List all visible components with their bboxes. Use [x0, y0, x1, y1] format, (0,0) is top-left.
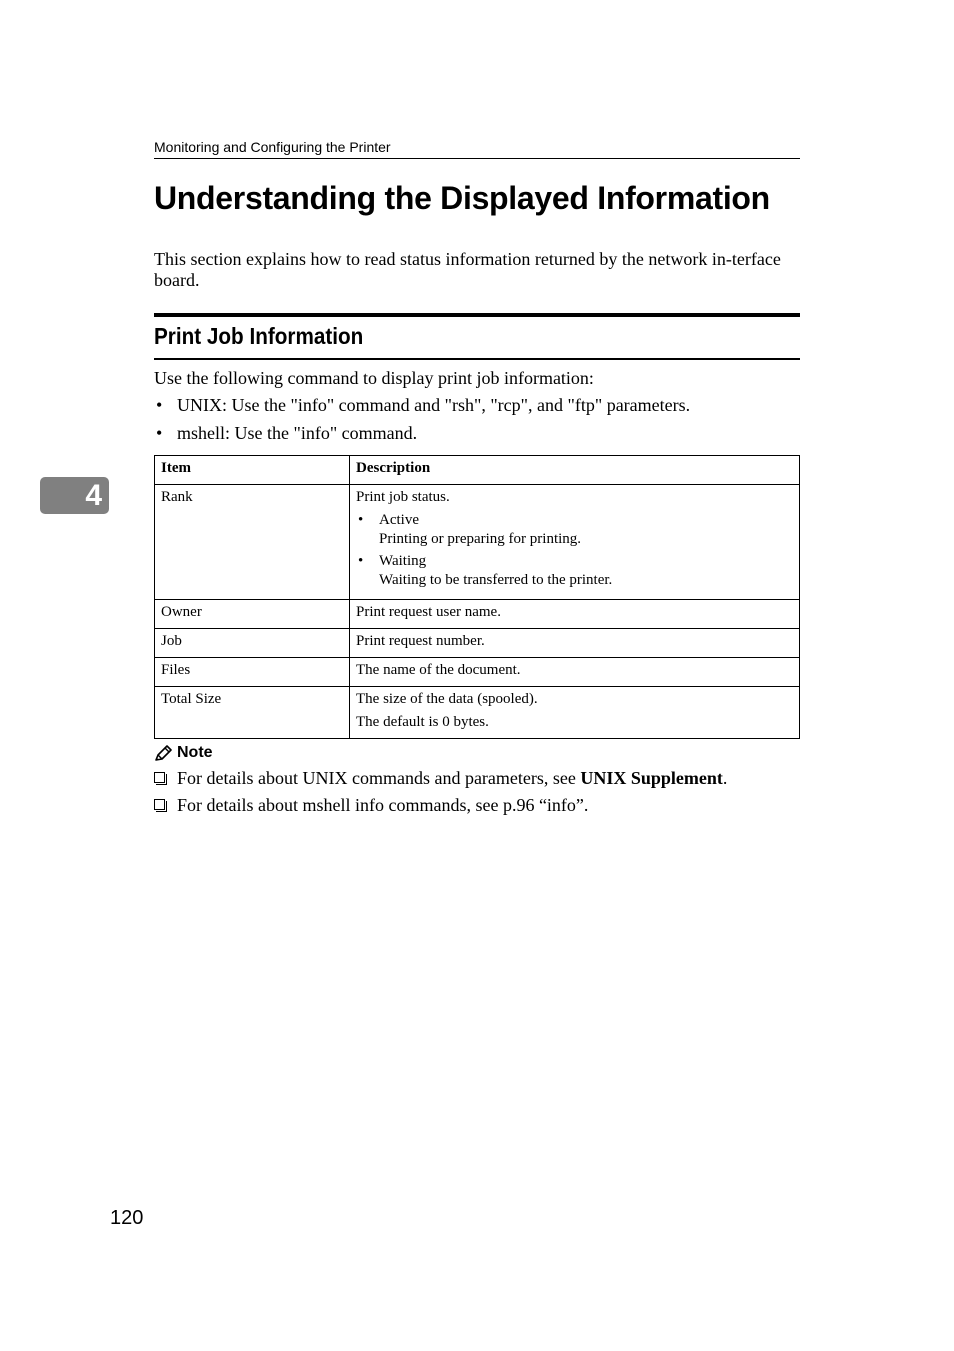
status-list: [356, 511, 793, 590]
command-list: [154, 395, 690, 451]
checkbox-icon: [154, 799, 165, 810]
list-item: [154, 395, 690, 423]
header-divider: [154, 158, 800, 159]
bullet-icon: •: [358, 512, 364, 528]
table-header-row: [155, 456, 800, 485]
item-cell: Owner: [155, 600, 350, 629]
list-item-text: UNIX: Use the "info" command and "rsh", "rcp", and "ftp" parameters.: [177, 395, 691, 415]
table-row: [155, 600, 800, 629]
description-cell: [350, 485, 800, 600]
description-cell: Print request user name.: [350, 600, 800, 629]
description-cell: Print request number.: [350, 629, 800, 658]
description-text: The default is 0 bytes.: [356, 714, 489, 730]
page-title: Understanding the Displayed Information: [154, 180, 770, 216]
item-cell: Rank: [155, 485, 350, 600]
note-reference: UNIX Supplement: [580, 768, 723, 788]
checkbox-icon: [154, 772, 165, 783]
section-divider-bottom: [154, 358, 800, 360]
column-header: Item: [155, 456, 350, 485]
note-item: [154, 795, 727, 822]
status-item: [356, 511, 793, 549]
chapter-number: 4: [85, 479, 102, 512]
table-row: [155, 485, 800, 600]
chapter-tab: [40, 477, 109, 514]
item-cell: Total Size: [155, 687, 350, 739]
note-list: [154, 768, 727, 822]
status-item: [356, 552, 793, 590]
section-title: Print Job Information: [154, 323, 364, 349]
pencil-icon: [154, 745, 173, 762]
section-divider-top: [154, 313, 800, 317]
list-item-text: mshell: Use the "info" command.: [177, 423, 418, 443]
table-row: [155, 629, 800, 658]
note-text: For details about UNIX commands and parameters, see: [177, 768, 581, 788]
table-row: [155, 658, 800, 687]
item-cell: Job: [155, 629, 350, 658]
note-text-end: .: [722, 768, 728, 788]
description-text: The size of the data (spooled).: [356, 691, 538, 707]
bullet-icon: •: [156, 395, 163, 415]
page-number: 120: [110, 1207, 144, 1229]
table-row: [155, 687, 800, 739]
note-text: For details about mshell info commands, see p.96 “info”.: [177, 795, 589, 815]
status-term: Waiting: [379, 553, 427, 569]
description-text: Print job status.: [356, 489, 450, 505]
print-job-table: [154, 455, 800, 739]
description-cell: [350, 687, 800, 739]
item-cell: Files: [155, 658, 350, 687]
status-description: Waiting to be transferred to the printer.: [379, 572, 613, 588]
note-heading: [154, 744, 213, 762]
status-description: Printing or preparing for printing.: [379, 531, 582, 547]
intro-paragraph: This section explains how to read status information returned by the network in-terface board.: [154, 249, 781, 290]
column-header: Description: [350, 456, 800, 485]
bullet-icon: •: [156, 423, 163, 443]
list-item: [154, 423, 690, 451]
running-header: Monitoring and Configuring the Printer: [154, 139, 391, 155]
status-term: Active: [379, 512, 419, 528]
note-label: Note: [177, 744, 213, 761]
bullet-icon: •: [358, 553, 364, 569]
note-item: [154, 768, 727, 795]
description-cell: The name of the document.: [350, 658, 800, 687]
section-lead: Use the following command to display print job information:: [154, 368, 594, 388]
